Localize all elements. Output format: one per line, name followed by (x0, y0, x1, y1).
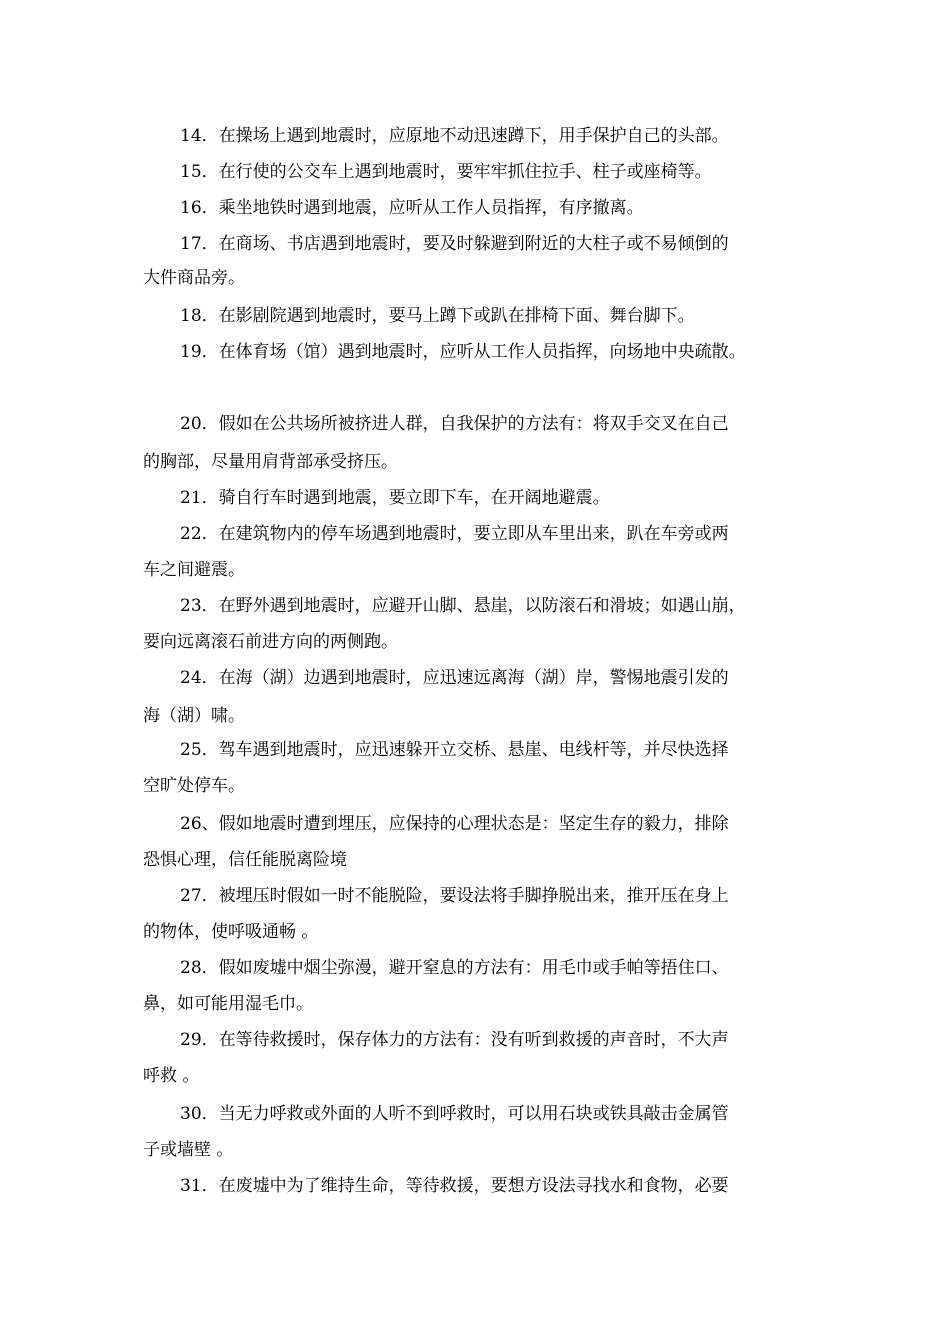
item-text: 被埋压时假如一时不能脱险，要设法将手脚挣脱出来，推开压在身上 (218, 886, 729, 906)
item-text: 在商场、书店遇到地震时，要及时躲避到附近的大柱子或不易倾倒的 (218, 234, 729, 254)
item-text: 在建筑物内的停车场遇到地震时，要立即从车里出来，趴在车旁或两 (218, 524, 729, 544)
list-item-first-line (180, 414, 729, 434)
list-item-first-line (180, 814, 729, 834)
item-text: 在废墟中为了维持生命，等待救援，要想方设法寻找水和食物，必要 (218, 1176, 729, 1196)
item-number: 27． (180, 886, 219, 906)
item-text: 要向远离滚石前进方向的两侧跑。 (143, 632, 398, 652)
list-item-first-line (180, 162, 712, 182)
list-item-first-line (180, 668, 729, 688)
item-text: 假如在公共场所被挤进人群，自我保护的方法有：将双手交叉在自己 (218, 414, 729, 434)
item-text: 在体育场（馆）遇到地震时，应听从工作人员指挥，向场地中央疏散。 (218, 342, 746, 362)
item-text: 在行使的公交车上遇到地震时，要牢牢抓住拉手、柱子或座椅等。 (218, 162, 712, 182)
item-number: 22． (180, 524, 219, 544)
item-text: 在野外遇到地震时，应避开山脚、悬崖，以防滚石和滑坡；如遇山崩， (218, 596, 746, 616)
list-item-continuation-line (143, 1066, 199, 1086)
item-number: 17． (180, 234, 219, 254)
list-item-continuation-line (143, 850, 347, 870)
item-number: 19． (180, 342, 219, 362)
item-text: 在操场上遇到地震时，应原地不动迅速蹲下，用手保护自己的头部。 (218, 126, 729, 146)
list-item-continuation-line (143, 268, 245, 288)
item-number: 18． (180, 306, 219, 326)
list-item-continuation-line (143, 994, 313, 1014)
list-item-first-line (180, 740, 729, 760)
item-text: 车之间避震。 (143, 560, 245, 580)
item-number: 16． (180, 198, 219, 218)
item-number: 24． (180, 668, 219, 688)
item-text: 假如地震时遭到埋压，应保持的心理状态是：坚定生存的毅力，排除 (218, 814, 729, 834)
list-item-first-line (180, 1176, 729, 1196)
list-item-first-line (180, 306, 695, 326)
item-text: 驾车遇到地震时，应迅速躲开立交桥、悬崖、电线杆等，并尽快选择 (218, 740, 729, 760)
list-item-continuation-line (143, 1140, 233, 1160)
list-item-first-line (180, 886, 729, 906)
item-number: 15． (180, 162, 219, 182)
item-text: 在等待救援时，保存体力的方法有：没有听到救援的声音时，不大声 (218, 1030, 729, 1050)
item-text: 的胸部，尽量用肩背部承受挤压。 (143, 452, 398, 472)
list-item-continuation-line (143, 922, 318, 942)
item-number: 25． (180, 740, 219, 760)
item-number: 30． (180, 1104, 219, 1124)
item-text: 子或墙壁 。 (143, 1140, 234, 1160)
item-text: 在影剧院遇到地震时，要马上蹲下或趴在排椅下面、舞台脚下。 (218, 306, 695, 326)
list-item-first-line (180, 1030, 729, 1050)
item-text: 的物体，使呼吸通畅 。 (143, 922, 319, 942)
list-item-first-line (180, 488, 610, 508)
item-text: 骑自行车时遇到地震，要立即下车，在开阔地避震。 (218, 488, 610, 508)
item-number: 23． (180, 596, 219, 616)
item-text: 恐惧心理，信任能脱离险境 (143, 850, 347, 870)
list-item-first-line (180, 524, 729, 544)
item-text: 假如废墟中烟尘弥漫，避开窒息的方法有：用毛巾或手帕等捂住口、 (218, 958, 729, 978)
item-text: 在海（湖）边遇到地震时，应迅速远离海（湖）岸，警惕地震引发的 (218, 668, 729, 688)
item-text: 空旷处停车。 (143, 776, 245, 796)
item-number: 21． (180, 488, 219, 508)
list-item-continuation-line (143, 706, 245, 726)
item-text: 海（湖）啸。 (143, 706, 245, 726)
item-number: 20． (180, 414, 219, 434)
item-number: 14． (180, 126, 219, 146)
item-text: 鼻，如可能用湿毛巾。 (143, 994, 313, 1014)
list-item-first-line (180, 126, 729, 146)
item-text: 乘坐地铁时遇到地震，应听从工作人员指挥，有序撤离。 (218, 198, 644, 218)
list-item-continuation-line (143, 776, 245, 796)
item-text: 大件商品旁。 (143, 268, 245, 288)
list-item-continuation-line (143, 632, 398, 652)
item-number: 29． (180, 1030, 219, 1050)
list-item-first-line (180, 198, 644, 218)
list-item-first-line (180, 958, 729, 978)
item-text: 呼救 。 (143, 1066, 200, 1086)
item-text: 当无力呼救或外面的人听不到呼救时，可以用石块或铁具敲击金属管 (218, 1104, 729, 1124)
list-item-first-line (180, 1104, 729, 1124)
list-item-continuation-line (143, 560, 245, 580)
list-item-first-line (180, 234, 729, 254)
list-item-continuation-line (143, 452, 398, 472)
item-number: 26、 (180, 814, 219, 834)
list-item-first-line (180, 342, 746, 362)
list-item-first-line (180, 596, 746, 616)
item-number: 31． (180, 1176, 219, 1196)
item-number: 28． (180, 958, 219, 978)
